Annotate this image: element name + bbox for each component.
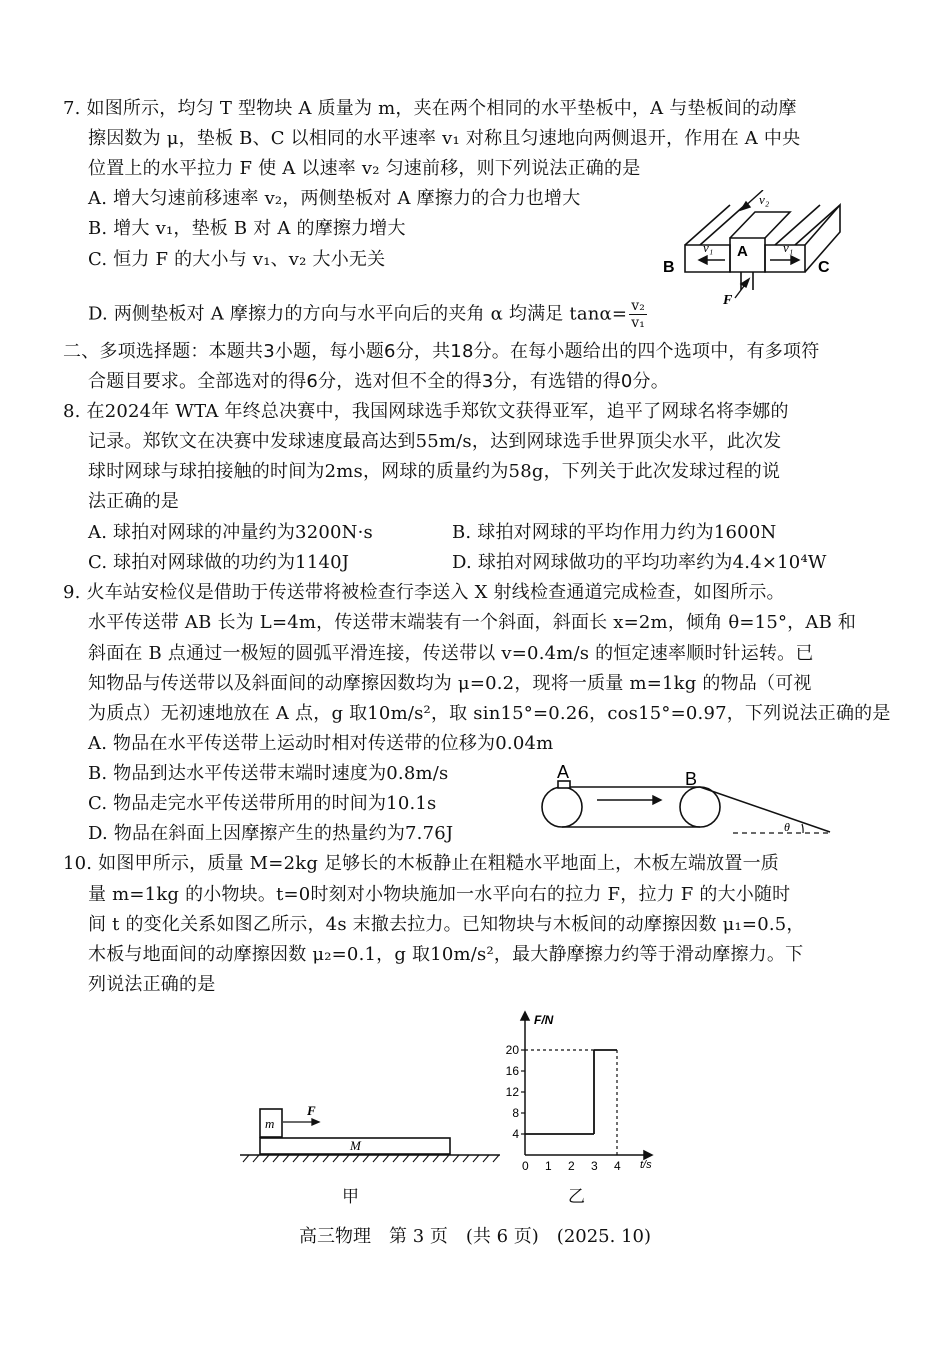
q7-figure: [655, 190, 845, 315]
page-footer: 高三物理 第 3 页 (共 6 页) (2025. 10): [298, 1226, 652, 1247]
q10-figure-yi-chart: [500, 1010, 670, 1170]
q8-option-a: A. 球拍对网球的冲量约为3200N·s: [88, 522, 373, 543]
chart-y-tick-12: 12: [505, 1085, 519, 1099]
q9-pulley-right: [680, 787, 720, 827]
q10-caption-yi: 乙: [568, 1187, 586, 1207]
q10-stem-line-4: 木板与地面间的动摩擦因数 μ₂=0.1，g 取10m/s²，最大静摩擦力约等于滑动摩擦力。下: [88, 944, 804, 965]
q8-stem-line-3: 球时网球与球拍接触的时间为2ms，网球的质量约为58g，下列关于此次发球过程的说: [88, 461, 781, 482]
q8-stem-line-2: 记录。郑钦文在决赛中发球速度最高达到55m/s，达到网球选手世界顶尖水平，此次发: [88, 431, 782, 452]
q8-option-d: D. 球拍对网球做功的平均功率约为4.4×10⁴W: [452, 552, 827, 573]
q7-stem-line-2: 擦因数为 μ，垫板 B、C 以相同的水平速率 v₁ 对称且匀速地向两侧退开，作用在 A 中央: [88, 128, 801, 149]
q9-option-c: C. 物品走完水平传送带所用的时间为10.1s: [88, 793, 437, 814]
chart-x-axis-arrow: [644, 1151, 652, 1159]
q7-fig-label-v2: v₂: [759, 192, 770, 207]
q10-block-label: m: [265, 1116, 275, 1131]
q7-fraction-numerator: v₂: [631, 298, 646, 314]
q9-option-b: B. 物品到达水平传送带末端时速度为0.8m/s: [88, 763, 449, 784]
q10-stem-line-5: 列说法正确的是: [88, 974, 216, 995]
chart-y-tick-20: 20: [505, 1043, 519, 1057]
q7-stem-line-3: 位置上的水平拉力 F 使 A 以速率 v₂ 匀速前移，则下列说法正确的是: [88, 158, 641, 179]
q9-figure: [535, 760, 835, 840]
chart-y-tick-8: 8: [512, 1106, 519, 1120]
q8-option-c: C. 球拍对网球做的功约为1140J: [88, 552, 350, 573]
q10-caption-jia: 甲: [342, 1187, 360, 1207]
q9-fig-label-theta: θ: [784, 820, 790, 834]
chart-y-label: F/N: [534, 1013, 554, 1027]
q10-stem-line-1: 10. 如图甲所示，质量 M=2kg 足够长的木板静止在粗糙水平地面上，木板左端放置一质: [63, 853, 779, 874]
q10-stem-line-3: 间 t 的变化关系如图乙所示，4s 末撤去拉力。已知物块与木板间的动摩擦因数 μ₁=0.5，: [88, 914, 805, 935]
q7-fig-label-c: C: [818, 259, 830, 276]
q9-pulley-left: [542, 787, 582, 827]
q7-fig-label-a: A: [737, 243, 748, 260]
q8-stem-line-4: 法正确的是: [88, 491, 179, 512]
q7-fig-label-v1-right: v₁: [783, 240, 794, 255]
chart-x-tick-0: 0: [522, 1159, 529, 1170]
q9-option-a: A. 物品在水平传送带上运动时相对传送带的位移为0.04m: [88, 733, 554, 754]
chart-y-axis-arrow: [521, 1012, 529, 1020]
q10-figure-jia: [235, 1095, 505, 1170]
q7-stem-line-1: 7. 如图所示，均匀 T 型物块 A 质量为 m，夹在两个相同的水平垫板中，A 与垫板间的动摩: [63, 98, 797, 119]
q7-fraction: [629, 298, 647, 331]
q7-option-c: C. 恒力 F 的大小与 v₁、v₂ 大小无关: [88, 249, 386, 270]
q10-stem-line-2: 量 m=1kg 的小物块。t=0时刻对小物块施加一水平向右的拉力 F，拉力 F 的大小随时: [88, 884, 791, 905]
chart-x-tick-2: 2: [568, 1159, 575, 1170]
q7-fig-label-b: B: [663, 259, 675, 276]
chart-x-tick-4: 4: [614, 1159, 621, 1170]
q9-fig-label-b: B: [685, 769, 698, 789]
chart-x-label: t/s: [640, 1159, 652, 1170]
q9-stem-line-1: 9. 火车站安检仪是借助于传送带将被检查行李送入 X 射线检查通道完成检查，如图所示。: [63, 582, 785, 603]
q9-stem-line-5: 为质点）无初速地放在 A 点，g 取10m/s²，取 sin15°=0.26，cos15°=0.97，下列说法正确的是: [88, 703, 891, 724]
q7-fraction-denominator: v₁: [631, 315, 646, 331]
q7-fig-label-v1-left: v₁: [703, 240, 714, 255]
q7-option-a: A. 增大匀速前移速率 v₂，两侧垫板对 A 摩擦力的合力也增大: [88, 188, 581, 209]
q9-stem-line-4: 知物品与传送带以及斜面间的动摩擦因数均为 μ=0.2，现将一质量 m=1kg 的物品（可视: [88, 673, 812, 694]
q7-option-d: [88, 298, 647, 331]
chart-y-tick-16: 16: [505, 1064, 519, 1078]
q9-stem-line-2: 水平传送带 AB 长为 L=4m，传送带末端装有一个斜面，斜面长 x=2m，倾角 θ=15°，AB 和: [88, 612, 857, 633]
section2-line-1: 二、多项选择题：本题共3小题，每小题6分，共18分。在每小题给出的四个选项中，有多项符: [63, 341, 820, 362]
section2-line-2: 合题目要求。全部选对的得6分，选对但不全的得3分，有选错的得0分。: [88, 371, 669, 392]
q8-stem-line-1: 8. 在2024年 WTA 年终总决赛中，我国网球选手郑钦文获得亚军，追平了网球名将李娜的: [63, 401, 789, 422]
q7-option-b: B. 增大 v₁，垫板 B 对 A 的摩擦力增大: [88, 218, 406, 239]
q10-board-label: M: [350, 1138, 361, 1153]
q9-option-d: D. 物品在斜面上因摩擦产生的热量约为7.76J: [88, 823, 454, 844]
chart-y-tick-4: 4: [512, 1127, 519, 1141]
q7-option-d-text: D. 两侧垫板对 A 摩擦力的方向与水平向后的夹角 α 均满足 tanα=: [88, 303, 628, 325]
chart-x-tick-1: 1: [545, 1159, 552, 1170]
chart-x-tick-3: 3: [591, 1159, 598, 1170]
q8-option-b: B. 球拍对网球的平均作用力约为1600N: [452, 522, 777, 543]
q7-fig-label-f: F: [723, 293, 733, 308]
q10-force-label: F: [307, 1103, 316, 1118]
q9-stem-line-3: 斜面在 B 点通过一极短的圆弧平滑连接，传送带以 v=0.4m/s 的恒定速率顺时针运转。已: [88, 643, 814, 664]
q10-ground-hatch: [243, 1155, 499, 1162]
q9-fig-label-a: A: [557, 762, 570, 782]
